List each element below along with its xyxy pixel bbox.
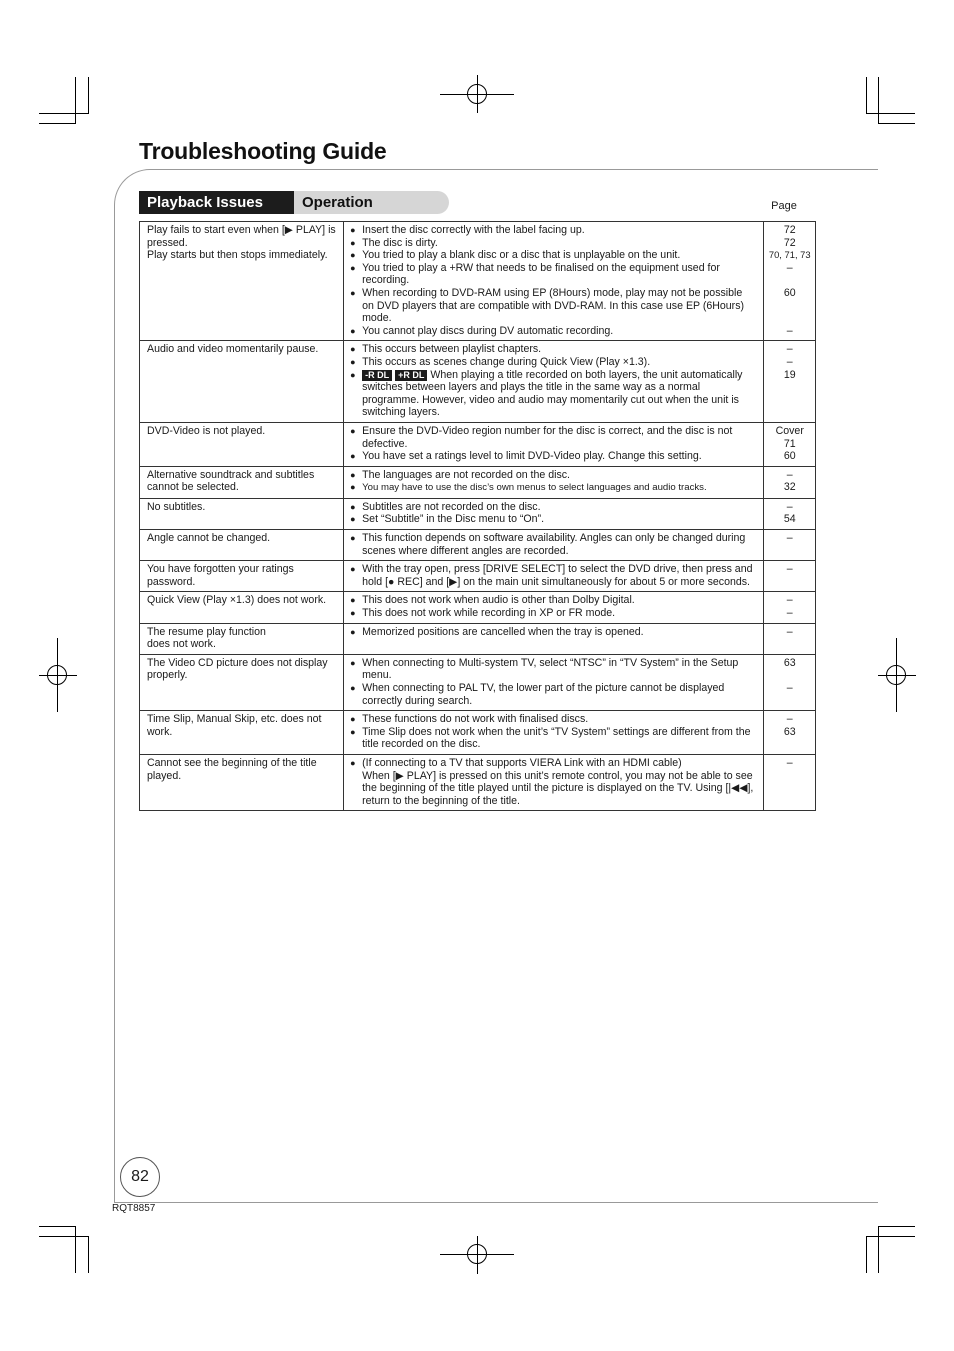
problem-text: The Video CD picture does not display properly. xyxy=(147,656,328,682)
solution-item xyxy=(350,501,755,514)
crop-mark xyxy=(88,1236,89,1273)
solution-cell xyxy=(344,592,764,623)
page-ref: 60 xyxy=(783,286,796,299)
page-ref-cell xyxy=(764,754,816,810)
page-ref: – xyxy=(786,625,793,638)
solution-text: When connecting to PAL TV, the lower part of the picture cannot be displayed correctly during search. xyxy=(362,682,725,707)
section-tab-playback-issues: Playback Issues xyxy=(139,191,294,214)
solution-item xyxy=(350,657,755,682)
table-row xyxy=(140,498,816,529)
frame-line xyxy=(114,205,115,1203)
solution-item xyxy=(350,262,755,287)
solution-text: You cannot play discs during DV automatic recording. xyxy=(362,324,614,337)
page-ref: – xyxy=(786,594,793,607)
page-ref-cell xyxy=(764,711,816,755)
page-ref-cell xyxy=(764,530,816,561)
solution-text: Subtitles are not recorded on the disc. xyxy=(362,500,541,513)
solution-text: The languages are not recorded on the disc. xyxy=(362,468,571,481)
problem-text: Play fails to start even when [▶ PLAY] is pressed. Play starts but then stops immediately. xyxy=(147,224,336,262)
page-ref: 71 xyxy=(783,437,796,450)
solution-item xyxy=(350,356,755,369)
solution-item xyxy=(350,450,755,463)
solution-item xyxy=(350,287,755,325)
solution-text: When playing a title recorded on both layers, the unit automatically switches between layers and plays the title in the same way as a normal programme. However, video and audio may momentarily cut out when the unit is switching layers. xyxy=(362,368,743,419)
solution-text: You tried to play a +RW that needs to be finalised on the equipment used for recording. xyxy=(362,261,720,287)
page-ref-cell xyxy=(764,341,816,423)
solution-text: Memorized positions are cancelled when the tray is opened. xyxy=(362,625,644,638)
crop-mark xyxy=(866,1236,867,1273)
solution-text: You tried to play a blank disc or a disc that is unplayable on the unit. xyxy=(362,249,681,262)
crop-mark xyxy=(866,1236,915,1237)
solution-cell xyxy=(344,711,764,755)
frame-line xyxy=(150,169,878,170)
solution-item xyxy=(350,237,755,250)
problem-text: Quick View (Play ×1.3) does not work. xyxy=(147,594,327,607)
solution-text: This does not work while recording in XP or FR mode. xyxy=(362,607,616,620)
problem-cell xyxy=(140,654,344,710)
table-row xyxy=(140,466,816,498)
page-ref: – xyxy=(786,468,793,481)
page-title: Troubleshooting Guide xyxy=(139,138,387,164)
solution-item xyxy=(350,682,755,707)
page-ref-cell xyxy=(764,592,816,623)
solution-text: With the tray open, press [DRIVE SELECT] to select the DVD drive, then press and hold [● REC] and [▶] on the main unit simultaneously for about 5 or more seconds. xyxy=(362,563,753,588)
solution-text: This occurs between playlist chapters. xyxy=(362,343,542,356)
problem-text: Time Slip, Manual Skip, etc. does not work. xyxy=(147,713,322,738)
problem-cell xyxy=(140,711,344,755)
disc-badge-plus-r-dl: +R DL xyxy=(395,370,427,381)
solution-text: You have set a ratings level to limit DVD-Video play. Change this setting. xyxy=(362,450,702,463)
page-ref: – xyxy=(786,324,793,337)
page-ref xyxy=(766,669,813,682)
problem-cell xyxy=(140,592,344,623)
solution-item xyxy=(350,469,755,482)
solution-cell xyxy=(344,341,764,423)
table-row xyxy=(140,754,816,810)
table-row xyxy=(140,561,816,592)
solution-text: The disc is dirty. xyxy=(362,236,438,249)
troubleshooting-table xyxy=(139,221,816,811)
crop-mark xyxy=(88,77,89,114)
page-ref: – xyxy=(786,355,793,368)
table-row xyxy=(140,711,816,755)
table-row xyxy=(140,222,816,341)
solution-item xyxy=(350,563,755,588)
solution-text: Set “Subtitle” in the Disc menu to “On”. xyxy=(362,513,545,526)
problem-text: DVD-Video is not played. xyxy=(147,424,266,437)
crop-mark xyxy=(39,123,76,124)
frame-line xyxy=(114,1202,878,1203)
problem-cell xyxy=(140,561,344,592)
solution-item xyxy=(350,513,755,526)
table-row xyxy=(140,592,816,623)
page-ref: 70, 71, 73 xyxy=(768,249,811,261)
problem-cell xyxy=(140,623,344,654)
solution-cell xyxy=(344,498,764,529)
solution-text: (If connecting to a TV that supports VIERA Link with an HDMI cable) When [▶ PLAY] is pressed on this unit’s remote control, you may not be able to see the beginning of the title played until the picture is displayed on the TV. Using [|◀◀], return to the beginning of the title. xyxy=(362,756,754,807)
crop-mark xyxy=(878,123,915,124)
document-code: RQT8857 xyxy=(112,1203,156,1214)
page-ref: 32 xyxy=(783,481,796,494)
problem-cell xyxy=(140,498,344,529)
page-ref: 72 xyxy=(783,236,796,249)
solution-item xyxy=(350,757,755,807)
crop-mark xyxy=(39,113,88,114)
problem-cell xyxy=(140,530,344,561)
table-row xyxy=(140,530,816,561)
solution-cell xyxy=(344,530,764,561)
page-ref: – xyxy=(786,563,793,576)
solution-text: Ensure the DVD-Video region number for the disc is correct, and the disc is not defective. xyxy=(362,424,733,450)
crop-mark xyxy=(75,77,76,124)
solution-cell xyxy=(344,222,764,341)
solution-text: This function depends on software availability. Angles can only be changed during scenes where different angles are recorded. xyxy=(362,532,746,557)
solution-item xyxy=(350,594,755,607)
solution-item xyxy=(350,425,755,450)
crop-mark xyxy=(878,77,879,124)
solution-item xyxy=(350,726,755,751)
page-ref: – xyxy=(786,532,793,545)
problem-cell xyxy=(140,422,344,466)
page-ref: 72 xyxy=(783,224,796,236)
page-ref: – xyxy=(786,682,793,694)
solution-text: Insert the disc correctly with the label facing up. xyxy=(362,224,585,236)
page-ref-cell xyxy=(764,623,816,654)
problem-text: Alternative soundtrack and subtitles cannot be selected. xyxy=(147,468,315,494)
solution-cell xyxy=(344,623,764,654)
page-ref: 19 xyxy=(783,368,796,381)
solution-text: This occurs as scenes change during Quick View (Play ×1.3). xyxy=(362,355,651,368)
solution-item xyxy=(350,325,755,338)
page-ref: 63 xyxy=(783,725,796,738)
problem-cell xyxy=(140,754,344,810)
page-ref-cell xyxy=(764,498,816,529)
page-ref: Cover xyxy=(775,424,804,437)
solution-text: When recording to DVD-RAM using EP (8Hours) mode, play may not be possible on DVD players that are compatible with DVD-RAM. In this case use EP (6Hours) mode. xyxy=(362,286,745,325)
solution-text: This does not work when audio is other than Dolby Digital. xyxy=(362,594,635,607)
solution-item xyxy=(350,532,755,557)
solution-cell xyxy=(344,561,764,592)
crop-mark xyxy=(878,1226,915,1227)
disc-badge-r-dl: -R DL xyxy=(362,370,392,381)
solution-item xyxy=(350,626,755,639)
solution-item xyxy=(350,369,755,419)
crop-mark xyxy=(75,1226,76,1273)
problem-text: No subtitles. xyxy=(147,500,206,513)
page-ref-cell xyxy=(764,654,816,710)
page-ref: 60 xyxy=(783,450,796,463)
problem-text: You have forgotten your ratings password. xyxy=(147,563,294,588)
page-column-header: Page xyxy=(771,200,797,212)
table-row xyxy=(140,422,816,466)
solution-item xyxy=(350,249,755,262)
page-ref: – xyxy=(786,500,793,513)
page-ref xyxy=(766,300,813,313)
page-ref: – xyxy=(786,756,793,769)
problem-cell xyxy=(140,222,344,341)
solution-item xyxy=(350,343,755,356)
page-ref-cell xyxy=(764,422,816,466)
crop-mark xyxy=(866,77,867,114)
table-row xyxy=(140,623,816,654)
page-ref xyxy=(766,312,813,325)
crop-mark xyxy=(878,1226,879,1273)
solution-cell xyxy=(344,654,764,710)
solution-text: When connecting to Multi-system TV, select “NTSC” in “TV System” in the Setup menu. xyxy=(362,656,739,682)
page-ref: – xyxy=(786,261,793,274)
solution-text: You may have to use the disc’s own menus to select languages and audio tracks. xyxy=(362,482,707,494)
solution-text: These functions do not work with finalised discs. xyxy=(362,713,589,726)
page-number: 82 xyxy=(120,1157,160,1197)
solution-cell xyxy=(344,466,764,498)
problem-cell xyxy=(140,466,344,498)
solution-item xyxy=(350,224,755,237)
problem-cell xyxy=(140,341,344,423)
page-ref-cell xyxy=(764,466,816,498)
page-ref: 63 xyxy=(783,656,796,669)
solution-cell xyxy=(344,754,764,810)
problem-text: Audio and video momentarily pause. xyxy=(147,343,319,356)
page-ref: 54 xyxy=(783,513,796,526)
page-ref: – xyxy=(786,343,793,356)
problem-text: Cannot see the beginning of the title played. xyxy=(147,756,317,782)
solution-item xyxy=(350,607,755,620)
crop-mark xyxy=(39,1226,76,1227)
page-ref: – xyxy=(786,607,793,620)
page-ref: – xyxy=(786,713,793,726)
solution-item xyxy=(350,481,755,495)
problem-text: The resume play function does not work. xyxy=(147,625,266,651)
page-ref-cell xyxy=(764,222,816,341)
problem-text: Angle cannot be changed. xyxy=(147,532,271,545)
solution-text: Time Slip does not work when the unit’s “TV System” settings are different from the title recorded on the disc. xyxy=(362,725,751,751)
solution-cell xyxy=(344,422,764,466)
crop-mark xyxy=(39,1236,88,1237)
page-ref-cell xyxy=(764,561,816,592)
table-row xyxy=(140,654,816,710)
solution-item xyxy=(350,713,755,726)
table-row xyxy=(140,341,816,423)
crop-mark xyxy=(866,113,915,114)
section-subtab-operation: Operation xyxy=(294,191,449,214)
page-ref xyxy=(766,274,813,287)
